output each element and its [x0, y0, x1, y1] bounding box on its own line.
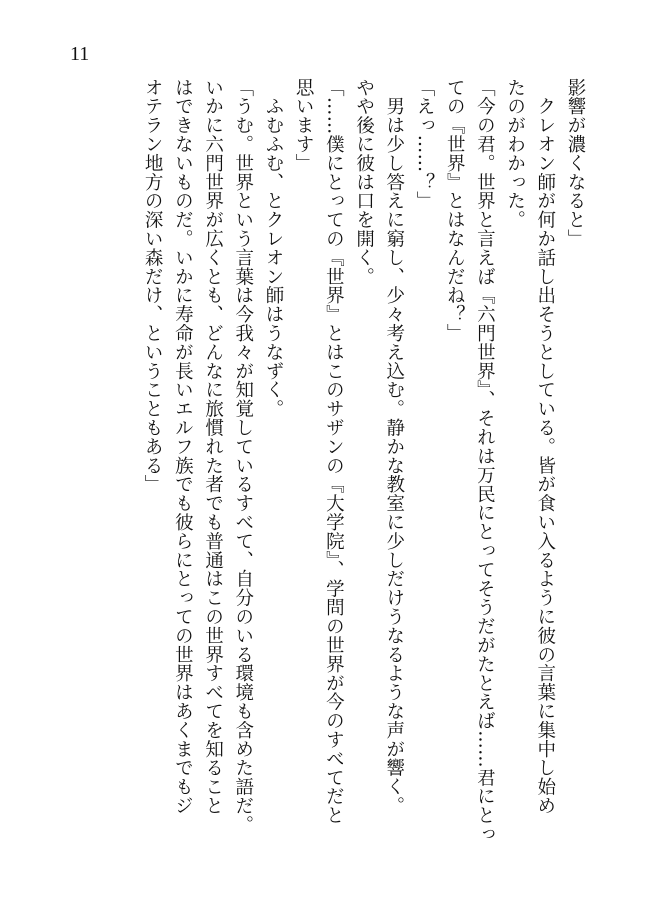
text-line: 「今の君。世界と言えば『六門世界』、それは万民にとってそうだがたとえば……君にとっ: [474, 78, 496, 844]
text-line: 男は少し答えに窮し、少々考え込む。静かな教室に少しだけうなるような声が響く。: [383, 78, 405, 816]
text-line: やや後に彼は口を開く。: [353, 78, 375, 286]
text-line: ふむふむ、とクレオン師はうなずく。: [262, 78, 284, 419]
text-line: 「うむ。世界という言葉は今我々が知覚しているすべて、自分のいる環境も含めた語だ。: [232, 78, 254, 834]
text-line: はできないものだ。いかに寿命が長いエルフ族でも彼らにとっての世界はあくまでもジ: [172, 78, 194, 816]
text-line: 「えっ……？」: [413, 78, 435, 211]
text-line: 影響が濃くなると」: [565, 78, 586, 249]
page-number: 11: [70, 43, 90, 65]
text-line: たのがわかった。: [504, 78, 526, 230]
body-text: [30, 78, 590, 878]
text-line: 思います」: [293, 78, 315, 173]
text-line: オテラン地方の深い森だけ、ということもある」: [142, 78, 164, 494]
text-line: いかに六門世界が広くとも、どんなに旅慣れた者でも普通はこの世界すべてを知ること: [202, 78, 224, 816]
text-line: クレオン師が何か話し出そうとしている。皆が食い入るように彼の言葉に集中し始め: [534, 78, 556, 816]
text-line: ての『世界』とはなんだね？」: [444, 78, 466, 343]
text-line: 「……僕にとっての『世界』とはこのサザンの『大学院』、学問の世界が今のすべてだと: [323, 78, 345, 825]
